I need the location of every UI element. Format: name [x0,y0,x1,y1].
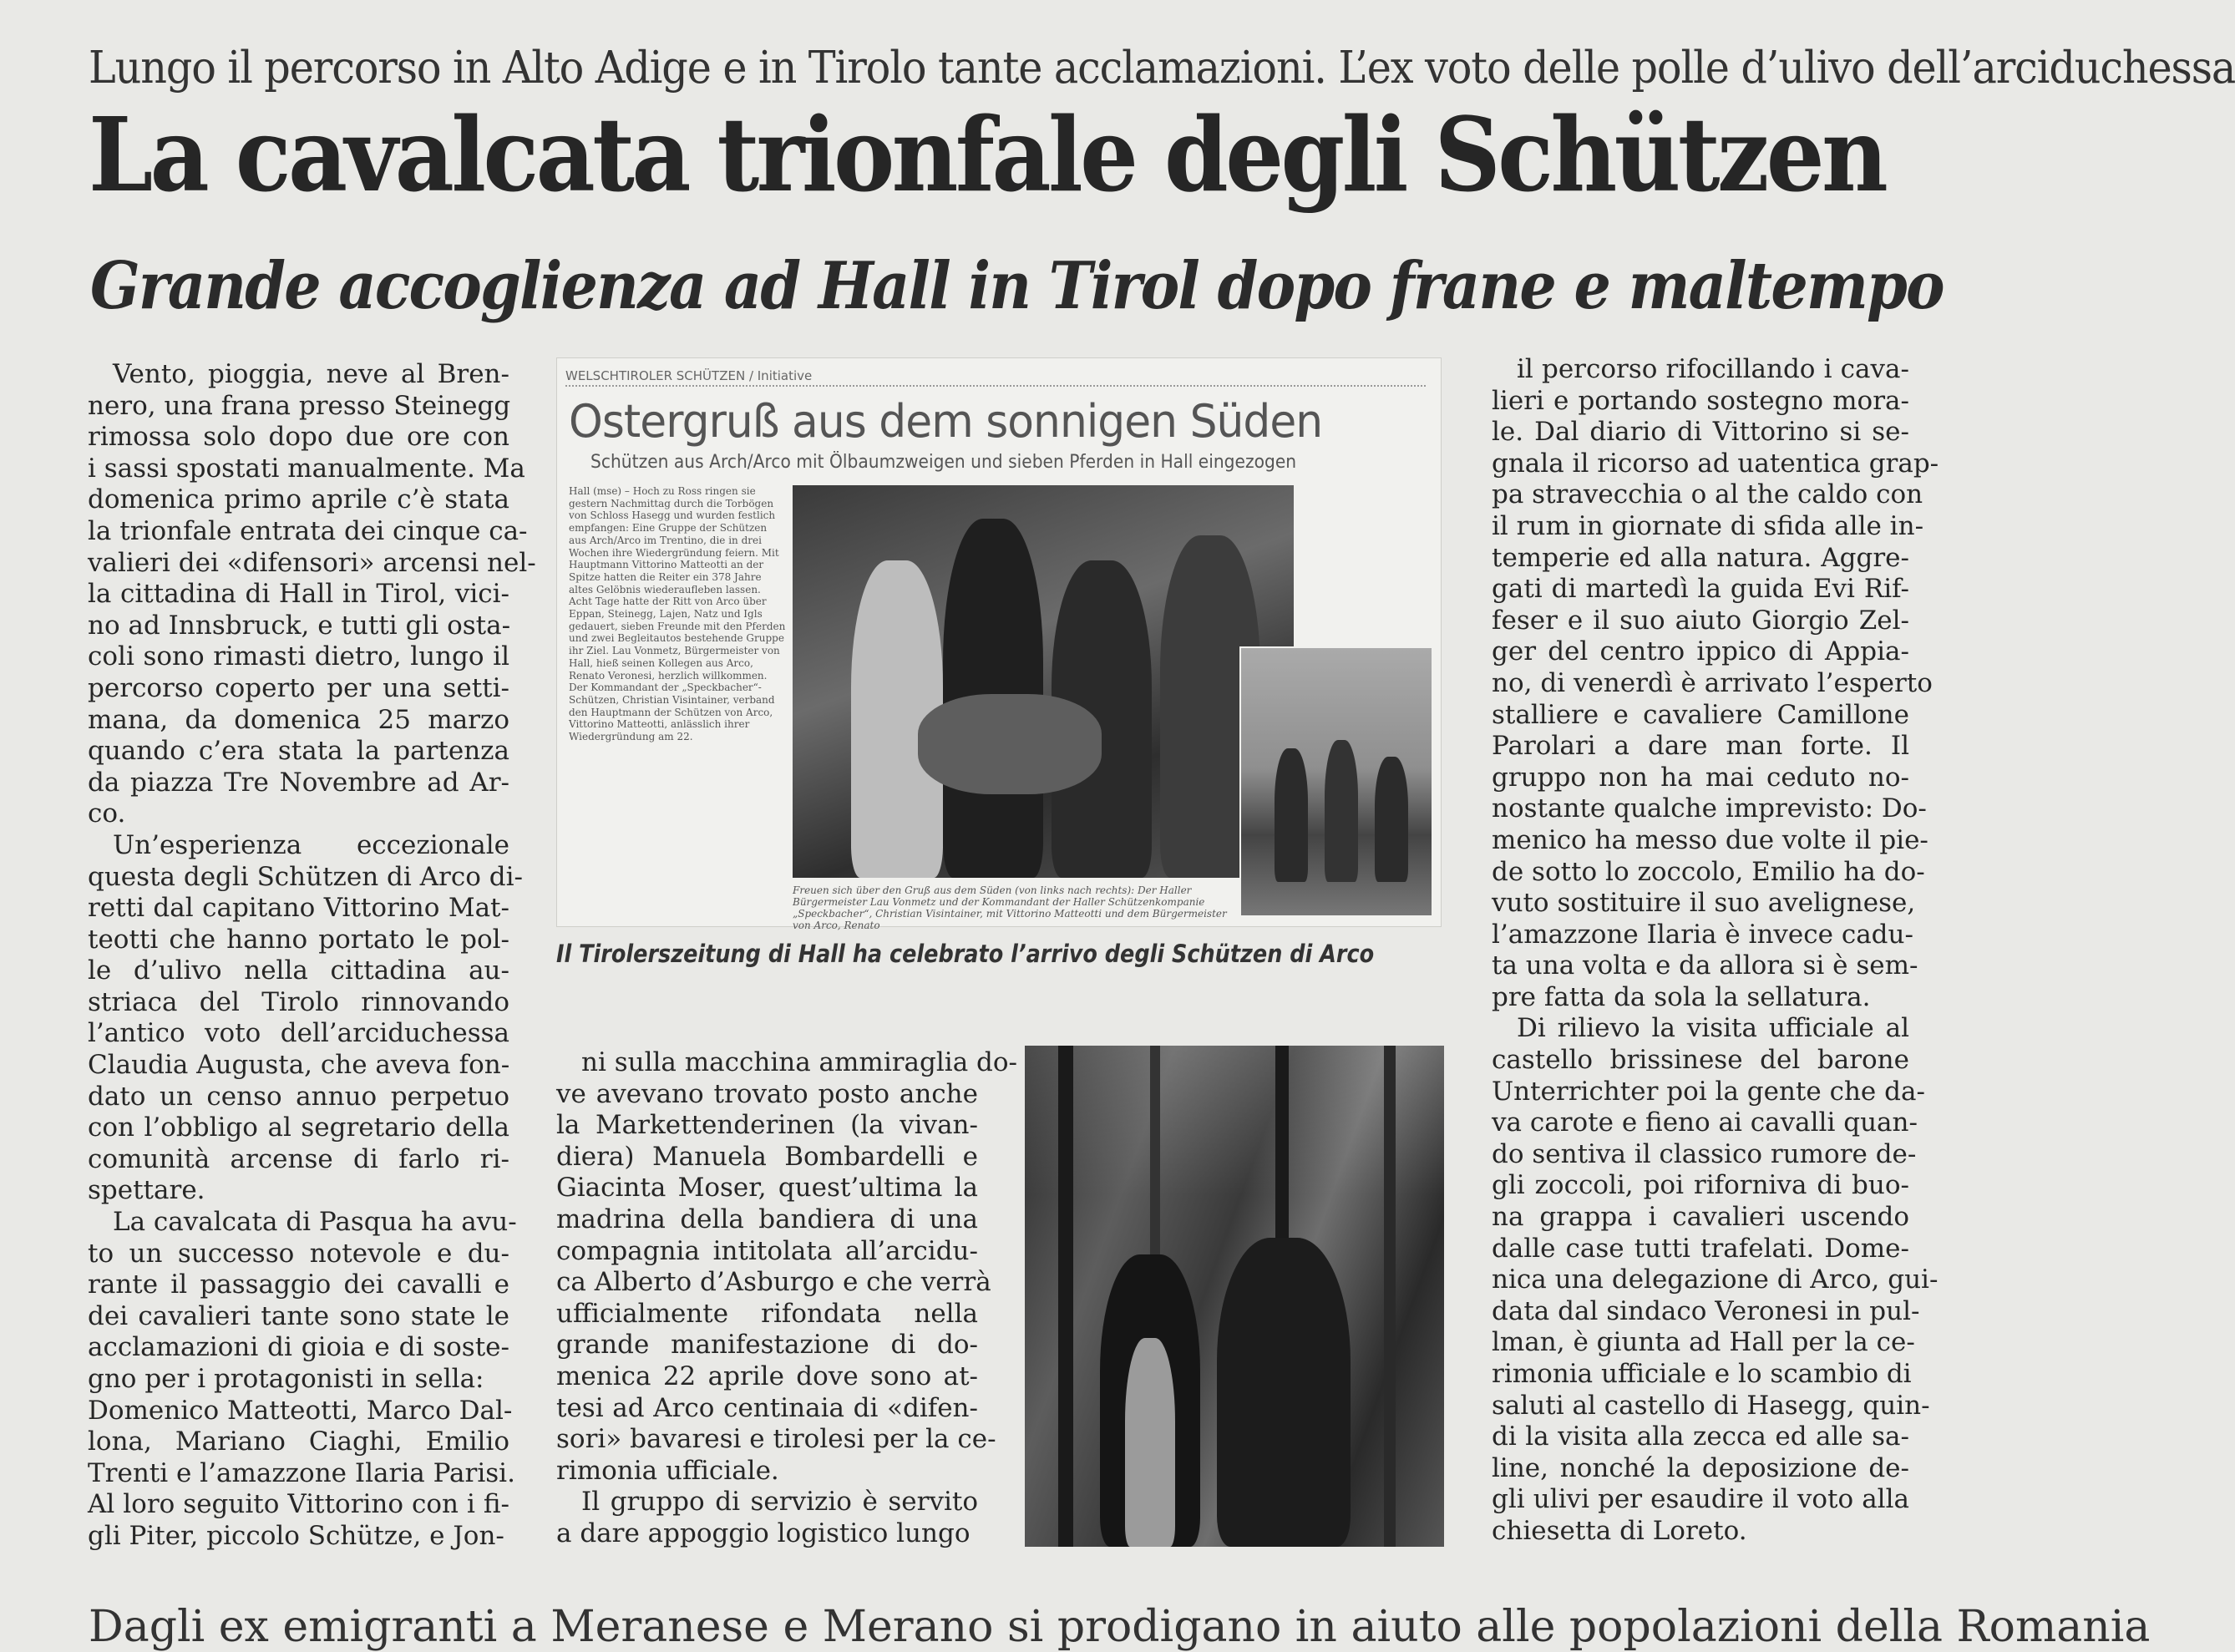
text-line: ca Alberto d’Asburgo e che verrà [556,1267,991,1298]
text-line: la Markettenderinen (la vivan- [556,1110,978,1141]
clipping-caption: Il Tirolerszeitung di Hall ha celebrato l’arrivo degli Schützen di Arco [556,940,1375,968]
text-line: no ad Innsbruck, e tutti gli osta- [88,610,511,641]
text-line: sori» bavaresi e tirolesi per la ce- [556,1424,996,1455]
text-line: grande manifestazione di do- [556,1330,978,1361]
text-line: domenica primo aprile c’è stata [88,484,509,515]
text-line: de sotto lo zoccolo, Emilio ha do- [1492,856,1925,887]
text-line: ve avevano trovato posto anche [556,1078,978,1109]
text-line: saluti al castello di Hasegg, quin- [1492,1390,1930,1421]
text-line: chiesetta di Loreto. [1492,1515,1747,1546]
text-line: diera) Manuela Bombardelli e [556,1141,978,1172]
text-line: castello brissinese del barone [1492,1045,1909,1076]
text-line: gli ulivi per esaudire il voto alla [1492,1484,1909,1515]
text-line: di la visita alla zecca ed alle sa- [1492,1421,1909,1452]
text-line: spettare. [88,1175,205,1206]
text-line: lman, è giunta ad Hall per la ce- [1492,1327,1915,1358]
clipping-group-photo [793,485,1294,878]
text-line: dato un censo annuo perpetuo [88,1081,509,1112]
text-line: line, nonché la deposizione de- [1492,1452,1909,1483]
text-line: questa degli Schützen di Arco di- [88,861,523,892]
text-line: l’amazzone Ilaria è invece cadu- [1492,919,1913,950]
text-line: coli sono rimasti dietro, lungo il [88,641,509,672]
text-line: compagnia intitolata all’arcidu- [556,1235,978,1266]
text-line: temperie ed alla natura. Aggre- [1492,542,1909,573]
text-line: dei cavalieri tante sono state le [88,1300,509,1331]
text-line: do sentiva il classico rumore de- [1492,1138,1917,1169]
text-line: rante il passaggio dei cavalli e [88,1269,509,1300]
text-line: il rum in giornate di sfida alle in- [1492,510,1924,541]
text-line: Un’esperienza eccezionale [113,829,509,860]
clipping-text: Hall (mse) – Hoch zu Ross ringen sie gestern Nachmittag durch die Torbögen von Schloss Hasegg und wurden festlich empfangen: Eine Gruppe der Schützen aus Arch/Arco im Trentino, die in drei Wochen ihre Wiedergründung feiern. Mit Hauptmann Vittorino Matteotti an der Spitze hatten die Reiter ein 378 Jahre altes Gelöbnis wiederaufleben lassen. Acht Tage hatte der Ritt von Arco über Eppan, Steinegg, Lajen, Natz und Igls gedauert, sieben Freunde mit den Pferden und zwei Begleitautos bestehende Gruppe ihr Ziel. Lau Vonmetz, Bürgermeister von Hall, hieß seinen Kollegen aus Arco, Renato Veronesi, herzlich willkommen. Der Kommandant der „Speckbacher“-Schützen, Christian Visintainer, verband den Hauptmann der Schützen von Arco, Vittorino Matteotti, anlässlich ihrer Wiedergründung am 22. [569,485,786,743]
text-line: valieri dei «difensori» arcensi nel- [88,547,536,578]
text-line: Parolari a dare man forte. Il [1492,731,1909,762]
text-line: data dal sindaco Veronesi in pul- [1492,1295,1920,1326]
text-line: quando c’era stata la partenza [88,736,509,767]
text-line: feser e il suo aiuto Giorgio Zel- [1492,605,1909,636]
text-line: acclamazioni di gioia e di soste- [88,1332,509,1363]
text-line: gnala il ricorso ad uatentica grap- [1492,448,1939,479]
text-line: gno per i protagonisti in sella: [88,1364,484,1394]
text-line: stalliere e cavaliere Camillone [1492,699,1909,730]
text-line: lieri e portando sostegno mora- [1492,385,1909,416]
riders-photo [1025,1046,1444,1547]
text-line: Di rilievo la visita ufficiale al [1517,1013,1909,1044]
text-line: i sassi spostati manualmente. Ma [88,453,525,484]
text-line: Claudia Augusta, che aveva fon- [88,1050,510,1081]
text-line: na grappa i cavalieri uscendo [1492,1202,1909,1233]
text-line: gati di martedì la guida Evi Rif- [1492,574,1909,605]
text-line: ger del centro ippico di Appia- [1492,636,1909,667]
text-line: lona, Mariano Ciaghi, Emilio [88,1426,509,1457]
text-line: gli Piter, piccolo Schütze, e Jon- [88,1520,504,1551]
subheadline: Grande accoglienza ad Hall in Tirol dopo frane e maltempo [90,248,1944,324]
text-line: menica 22 aprile dove sono at- [556,1361,978,1391]
clipping-title: Ostergruß aus dem sonnigen Süden [569,395,1323,448]
text-line: il percorso rifocillando i cava- [1517,354,1909,384]
text-line: mana, da domenica 25 marzo [88,704,509,735]
text-line: a dare appoggio logistico lungo [556,1518,971,1548]
text-line: menico ha messo due volte il pie- [1492,824,1928,855]
newspaper-clipping [556,357,1442,931]
clipping-header: WELSCHTIROLER SCHÜTZEN / Initiative [565,368,1426,387]
text-line: pre fatta da sola la sellatura. [1492,981,1871,1012]
headline: La cavalcata trionfale degli Schützen [89,94,1886,215]
text-line: nero, una frana presso Steinegg [88,390,511,421]
column-1 [88,359,536,1553]
text-line: la cittadina di Hall in Tirol, vici- [88,579,509,610]
text-line: La cavalcata di Pasqua ha avu- [113,1207,517,1238]
text-line: dalle case tutti trafelati. Dome- [1492,1233,1909,1264]
text-line: l’antico voto dell’arciduchessa [88,1018,509,1049]
text-line: Al loro seguito Vittorino con i fi- [88,1489,509,1520]
text-line: vuto sostituire il suo avelignese, [1492,888,1916,919]
text-line: pa stravecchia o al the caldo con [1492,479,1923,510]
clipping-subtitle: Schützen aus Arch/Arco mit Ölbaumzweigen und sieben Pferden in Hall eingezogen [590,452,1297,473]
clipping-photo-caption: Freuen sich über den Gruß aus dem Süden (von links nach rechts): Der Haller Bürgermeister Lau Vonmetz und der Kommandant der Haller Schützenkompanie „Speckbacher“, Christian Visintainer, mit Vittorino Matteotti und dem Bürgermeister von Arco, Renato [793,884,1227,931]
text-line: to un successo notevole e du- [88,1238,509,1269]
text-line: Trenti e l’amazzone Ilaria Parisi. [88,1457,515,1488]
text-line: striaca del Tirolo rinnovando [88,986,509,1017]
text-line: ta una volta e da allora si è sem- [1492,950,1918,981]
text-line: retti dal capitano Vittorino Mat- [88,893,509,924]
text-line: co. [88,798,126,829]
text-line: Vento, pioggia, neve al Bren- [113,359,509,389]
text-line: teotti che hanno portato le pol- [88,924,509,955]
text-line: Domenico Matteotti, Marco Dal- [88,1395,513,1426]
text-line: Il gruppo di servizio è servito [581,1487,978,1518]
text-line: tesi ad Arco centinaia di «difen- [556,1392,978,1423]
text-line: va carote e fieno ai cavalli quan- [1492,1107,1918,1138]
text-line: ufficialmente rifondata nella [556,1298,978,1329]
text-line: nica una delegazione di Arco, gui- [1492,1264,1939,1295]
text-line: Giacinta Moser, quest’ultima la [556,1173,978,1204]
text-line: madrina della bandiera di una [556,1204,978,1234]
text-line: rimonia ufficiale. [556,1455,779,1486]
text-line: gli zoccoli, poi riforniva di buo- [1492,1170,1909,1201]
text-line: no, di venerdì è arrivato l’esperto [1492,667,1933,698]
text-line: nostante qualche imprevisto: Do- [1492,793,1927,824]
column-3 [1492,354,1939,1548]
next-article-headline: Dagli ex emigranti a Meranese e Merano si prodigano in aiuto alle popolazioni della Romania [89,1602,2151,1652]
text-line: le. Dal diario di Vittorino si se- [1492,417,1909,448]
text-line: la trionfale entrata dei cinque ca- [88,515,528,546]
text-line: le d’ulivo nella cittadina au- [88,955,509,986]
text-line: ni sulla macchina ammiraglia do- [581,1047,1018,1077]
clipping-riders-photo [1239,646,1433,917]
text-line: comunità arcense di farlo ri- [88,1143,509,1174]
column-2 [556,1047,1018,1550]
text-line: Unterrichter poi la gente che da- [1492,1076,1925,1107]
text-line: con l’obbligo al segretario della [88,1112,509,1143]
text-line: rimossa solo dopo due ore con [88,422,509,453]
text-line: da piazza Tre Novembre ad Ar- [88,767,509,798]
text-line: gruppo non ha mai ceduto no- [1492,762,1909,793]
text-line: percorso coperto per una setti- [88,672,509,703]
kicker-line: Lungo il percorso in Alto Adige e in Tirolo tante acclamazioni. L’ex voto delle polle d’ulivo dell’arciduchessa [89,43,2235,94]
text-line: rimonia ufficiale e lo scambio di [1492,1359,1912,1389]
